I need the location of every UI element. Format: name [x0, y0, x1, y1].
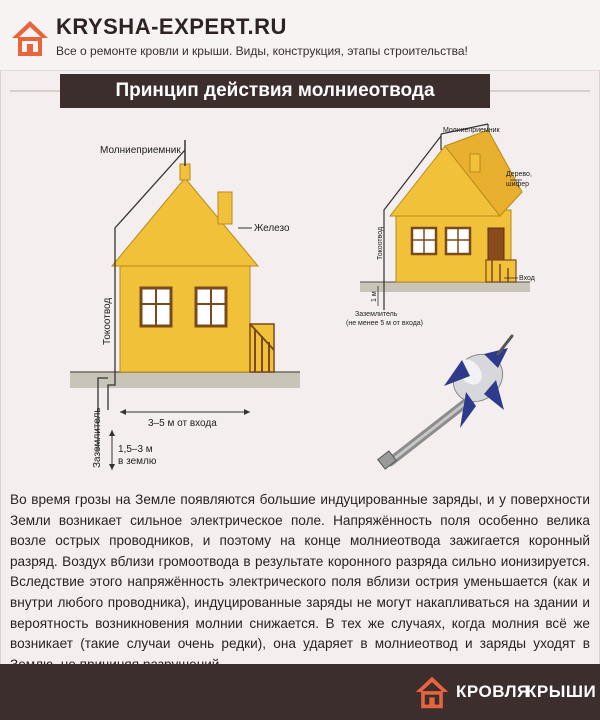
right-air-terminal-label: Молниеприемник	[443, 127, 500, 134]
left-down-conductor-label: Токоотвод	[102, 297, 113, 345]
lightning-rod-diagram	[0, 110, 600, 490]
right-shingle-label-1: Дерево,	[506, 171, 532, 178]
footer-brand-part1[interactable]: КРОВЛЯ	[456, 682, 530, 701]
left-depth-value: 1,5–3 м	[118, 444, 153, 455]
house-logo-icon[interactable]	[10, 18, 50, 58]
page-title: Принцип действия молниеотвода	[115, 80, 435, 101]
lightning-rod-device-icon	[378, 336, 512, 469]
title-bar	[60, 74, 490, 108]
left-house-illustration	[70, 140, 300, 470]
left-depth-unit: в землю	[118, 456, 157, 467]
left-chimney	[218, 192, 232, 224]
right-shingle-label-2: шифер	[506, 181, 530, 188]
right-down-conductor-label: Токоотвод	[377, 226, 384, 260]
left-distance-label: 3–5 м от входа	[148, 418, 217, 429]
footer-house-logo-icon[interactable]	[414, 674, 450, 710]
left-air-terminal-label: Молниеприемник	[100, 145, 181, 156]
right-entrance-label: Вход	[519, 275, 535, 282]
right-door	[488, 228, 504, 260]
right-grounding-label: Заземлитель	[355, 311, 398, 318]
left-grounding-label: Заземлитель	[92, 407, 103, 468]
right-grounding-note: (не менее 5 м от входа)	[346, 320, 424, 327]
right-ground	[360, 282, 530, 292]
right-house-illustration	[346, 124, 535, 327]
site-tagline: Все о ремонте кровли и крыши. Виды, конструкция, этапы строительства!	[56, 44, 468, 58]
right-one-m-label: 1 м	[371, 291, 378, 302]
left-ground	[70, 372, 300, 388]
article-body-text: Во время грозы на Земле появляются большие индуцированные заряды, и у поверхности Земли возникает сильное электрическое поле. Напряжённость поля особенно велика возле острых проводников, и поэтому на конце молниеотвода зажигается коронный разряд. Воздух вблизи громоотвода в результате коронного разряда сильно ионизируется. Вследствие этого напряжённость электрического поля вблизи острия уменьшается (как и внутри любого проводника), индуцированные заряды не могут накапливаться на здании и вероятность возникновения молнии снижается. В тех же случаях, когда молния всё же возникает (такие случаи очень редки), она ударяет в молниеотвод и заряды уходят в	[10, 492, 590, 652]
site-footer	[0, 664, 600, 720]
site-header	[0, 0, 600, 71]
footer-brand-part2[interactable]: КРЫШИ	[526, 682, 597, 701]
right-chimney	[470, 154, 480, 172]
site-name[interactable]: KRYSHA-EXPERT.RU	[56, 14, 287, 39]
left-iron-label: Железо	[254, 223, 290, 234]
left-house-roof	[112, 178, 258, 266]
right-porch	[486, 260, 516, 282]
